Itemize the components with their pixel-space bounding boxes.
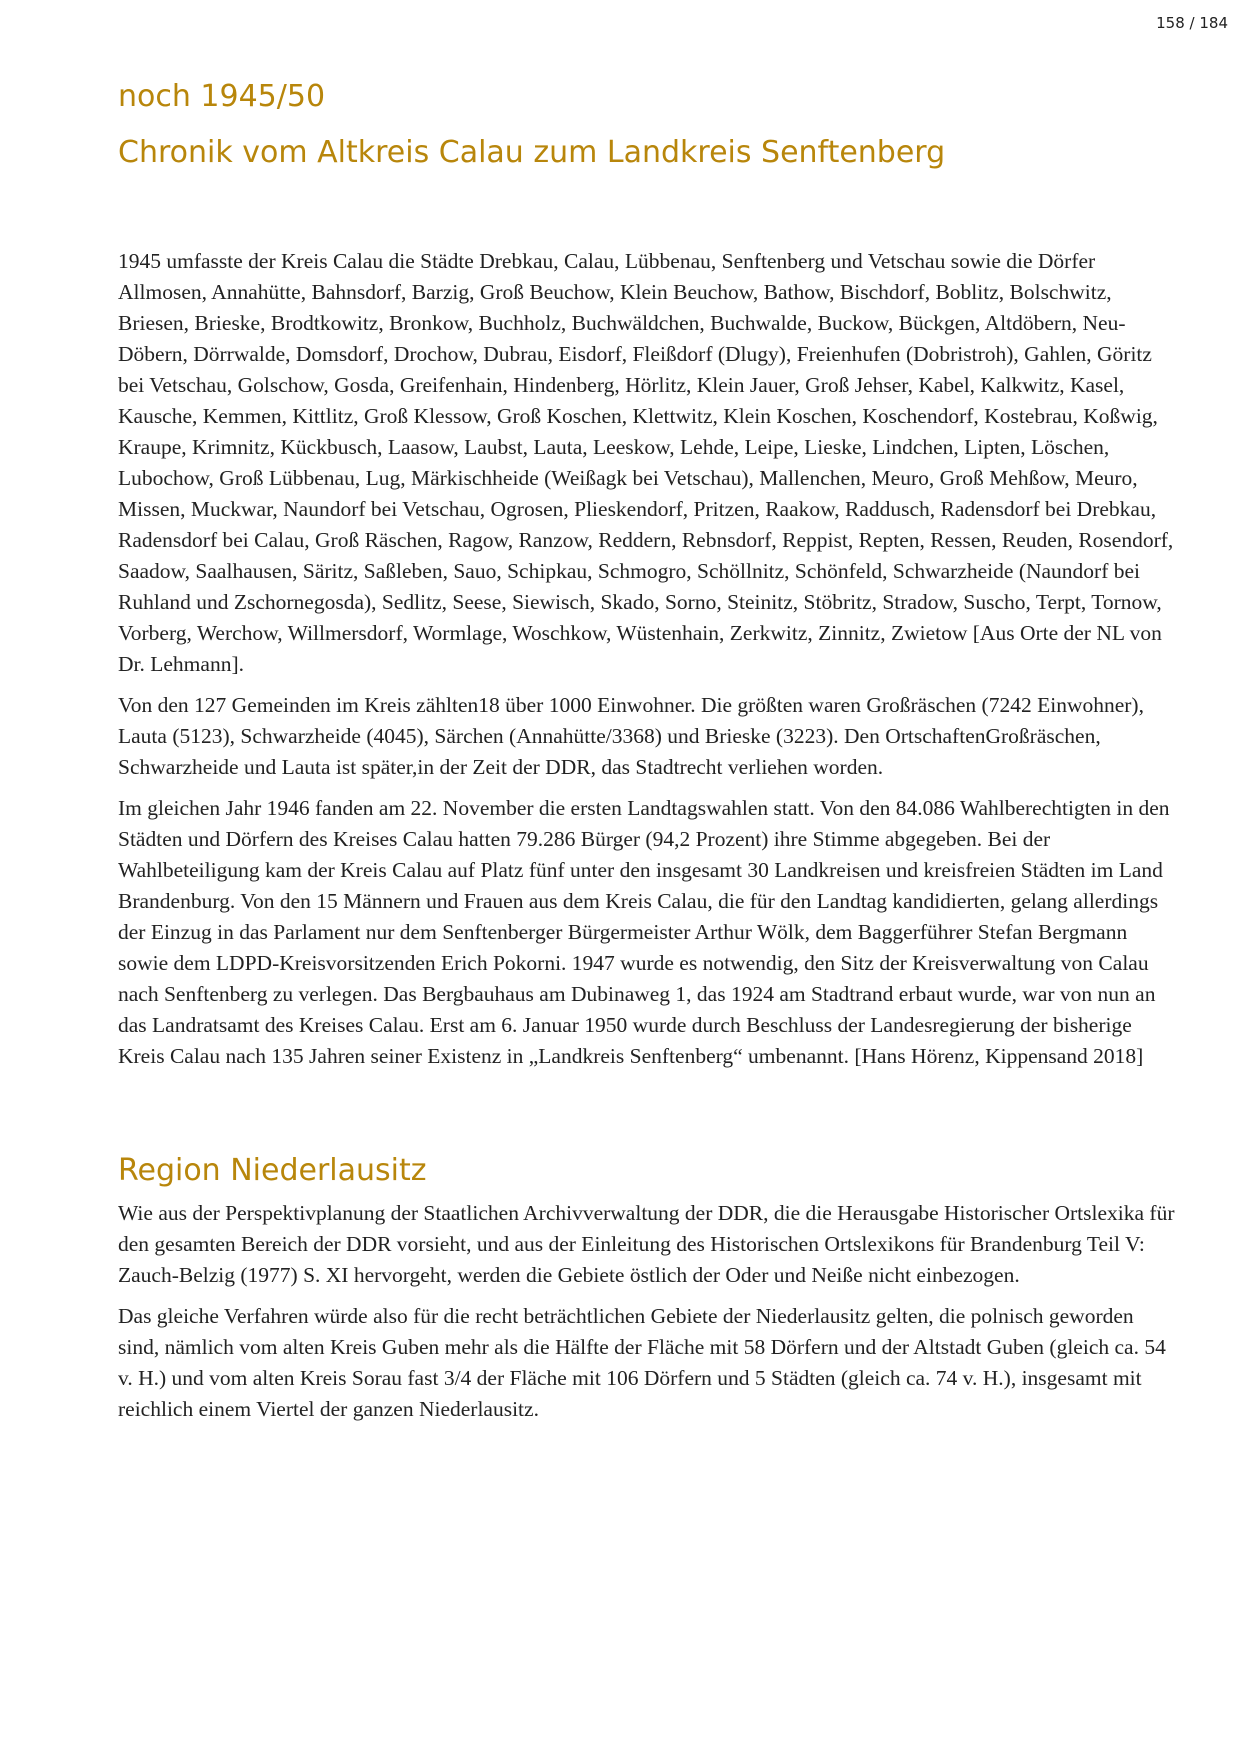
section-heading-region: Region Niederlausitz <box>118 1153 427 1188</box>
document-body <box>118 78 1178 1435</box>
paragraph-archive-planning: Wie aus der Perspektivplanung der Staatlichen Archivverwaltung der DDR, die die Herausgabe Historischer Ortslexika für den gesamten Bereich der DDR vorsieht, und aus der Einleitung des Historischen Ortslexikons für Brandenburg Teil V: Zauch-Belzig (1977) S. XI hervorgeht, werden die Gebiete östlich der Oder und Neiße nicht einbezogen. <box>118 1201 1175 1287</box>
paragraph-villages: 1945 umfasste der Kreis Calau die Städte Drebkau, Calau, Lübbenau, Senftenberg und Vetschau sowie die Dörfer Allmosen, Annahütte, Bahnsdorf, Barzig, Groß Beuchow, Klein Beuchow, Bathow, Bischdorf, Boblitz, Bolschwitz, Briesen, Brieske, Brodtkowitz, Bronkow, Buchholz, Buchwäldchen, Buchwalde, Buckow, Bückgen, Altdöbern, Neu- Döbern, Dörrwalde, Domsdorf, Drochow, Dubrau, Eisdorf, Fleißdorf (Dlugy), Freienhufen (Dobristroh), Gahlen, Göritz bei Vetschau, Golschow, Gosda, Greifenhain, Hindenberg, Hörlitz, Klein Jauer, Groß Jehser, Kabel, Kalkwitz, Kasel, Kausche, Kemmen, Kittlitz, Groß Klessow, Groß Koschen, Klettwitz, Klein Koschen, Koschendorf, Kostebrau, Koßwig, Kraupe, Krimnitz, Kückbusch, Laasow, Laubst, Lauta, Leeskow, Lehde, Leipe, Lieske, Lindchen, Lipten, Löschen, Lubochow, Groß Lübbenau, Lug, Märkischheide (Weißagk bei Vetschau), Mallenchen, Meuro, Groß Mehßow, Meuro, Missen, Muckwar, Naundorf bei Vetschau, Ogrosen, Plieskendorf, Pritzen, Raakow, Raddusch, Radensdorf bei Drebkau, Radensdorf bei Calau, Groß Räschen, Ragow, Ranzow, Reddern, Rebnsdorf, Reppist, Repten, Ressen, Reuden, Rosendorf, Saadow, Saalhausen, Säritz, Saßleben, Sauo, Schipkau, Schmogro, Schöllnitz, Schönfeld, Schwarzheide (Naundorf bei Ruhland und Zschornegosda), Sedlitz, Seese, Siewisch, Skado, Sorno, Steinitz, Stöbritz, Stradow, Suscho, Terpt, Tornow, Vorberg, Werchow, Willmersdorf, Wormlage, Woschkow, Wüstenhain, Zerkwitz, Zinnitz, Zwietow [Aus Orte der NL von Dr. Lehmann]. <box>118 249 1174 676</box>
paragraph-elections: Im gleichen Jahr 1946 fanden am 22. November die ersten Landtagswahlen statt. Von den 84.086 Wahlberechtigten in den Städten und Dörfern des Kreises Calau hatten 79.286 Bürger (94,2 Prozent) ihre Stimme abgegeben. Bei der Wahlbeteiligung kam der Kreis Calau auf Platz fünf unter den insgesamt 30 Landkreisen und kreisfreien Städten im Land Brandenburg. Von den 15 Männern und Frauen aus dem Kreis Calau, die für den Landtag kandidierten, gelang allerdings der Einzug in das Parlament nur dem Senftenberger Bürgermeister Arthur Wölk, dem Baggerführer Stefan Bergmann sowie dem LDPD-Kreisvorsitzenden Erich Pokorni. 1947 wurde es notwendig, den Sitz der Kreisverwaltung von Calau nach Senftenberg zu verlegen. Das Bergbauhaus am Dubinaweg 1, das 1924 am Stadtrand erbaut wurde, war von nun an das Landratsamt des Kreises Calau. Erst am 6. Januar 1950 wurde durch Beschluss der Landesregierung der bisherige Kreis Calau nach 135 Jahren seiner Existenz in „Landkreis Senftenberg“ umbenannt. [Hans Hörenz, Kippensand 2018] <box>118 796 1170 1068</box>
paragraph-polish-areas: Das gleiche Verfahren würde also für die recht beträchtlichen Gebiete der Niederlausitz gelten, die polnisch geworden sind, nämlich vom alten Kreis Guben mehr als die Hälfte der Fläche mit 58 Dörfern und der Altstadt Guben (gleich ca. 54 v. H.) und vom alten Kreis Sorau fast 3/4 der Fläche mit 106 Dörfern und 5 Städten (gleich ca. 74 v. H.), insgesamt mit reichlich einem Viertel der ganzen Niederlausitz. <box>118 1304 1166 1421</box>
page-number: 158 / 184 <box>1156 14 1228 32</box>
section-heading-title: Chronik vom Altkreis Calau zum Landkreis Senftenberg <box>118 135 946 170</box>
paragraph-municipalities: Von den 127 Gemeinden im Kreis zählten18 über 1000 Einwohner. Die größten waren Großräschen (7242 Einwohner), Lauta (5123), Schwarzheide (4045), Särchen (Annahütte/3368) und Brieske (3223). Den OrtschaftenGroßräschen, Schwarzheide und Lauta ist später,in der Zeit der DDR, das Stadtrecht verliehen worden. <box>118 693 1144 779</box>
section-heading-year: noch 1945/50 <box>118 79 326 114</box>
